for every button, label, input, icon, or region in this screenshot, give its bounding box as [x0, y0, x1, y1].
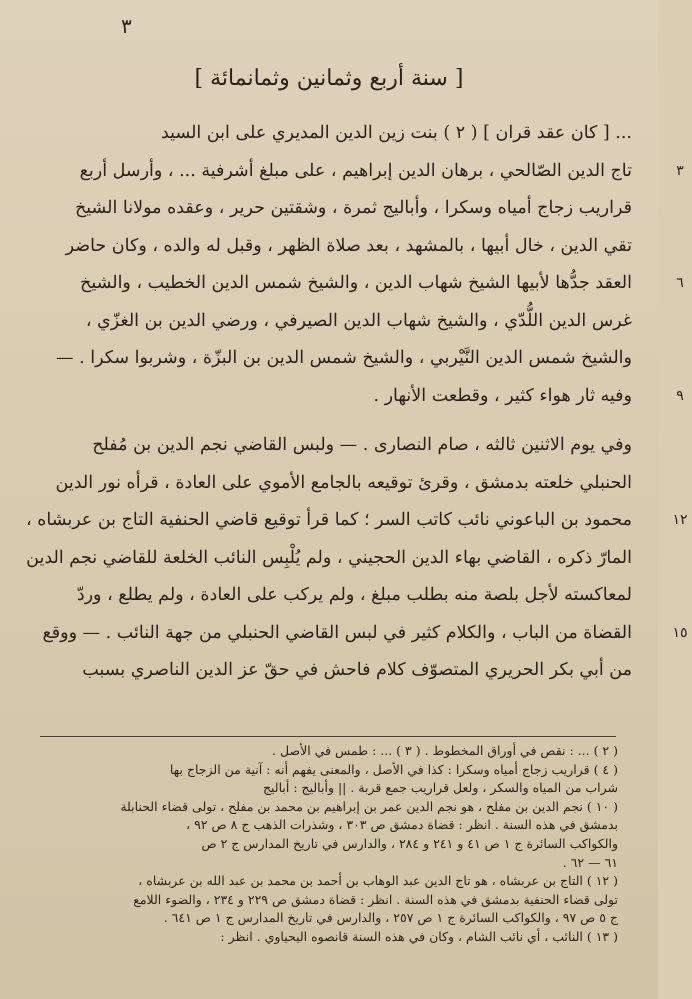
- text-line: [40, 378, 684, 416]
- text-line: [40, 228, 632, 266]
- text-line: [40, 465, 632, 503]
- text-line: [40, 427, 632, 465]
- text-line: [40, 652, 632, 690]
- text-line: [40, 265, 684, 303]
- text-line-content: من أبي بكر الحريري المتصوّف كلام فاحش في حقّ عز الدين الناصري بسبب: [82, 660, 632, 680]
- footnote-line: ( ١٣ ) النائب ، أي نائب الشام ، وكان في هذه السنة قانصوه اليحياوي . انظر :: [220, 928, 618, 944]
- footnote-divider: [40, 736, 616, 737]
- text-line-content: القضاة من الباب ، والكلام كثير في لبس القاضي الحنبلي من جهة النائب . — ووقع: [42, 622, 632, 643]
- footnote-line: والكواكب السائرة ج ١ ص ٤١ و ٢٤١ و ٢٨٤ ، والدارس في تاريخ المدارس ج ٢ ص: [201, 835, 618, 851]
- footnote-line: ٦١ — ٦٢ .: [562, 854, 618, 870]
- text-line-content: والشيخ شمس الدين النَّيْربي ، والشيخ شمس الدين بن البزّة ، وشربوا سكرا . —: [56, 348, 632, 368]
- footnote-line: ج ٥ ص ٩٧ ، والكواكب السائرة ج ١ ص ٢٥٧ ، والدارس في تاريخ المدارس ج ١ ص ٦٤١ .: [163, 910, 618, 926]
- text-line: [40, 340, 632, 378]
- text-line: [40, 153, 684, 191]
- footnote-line: تولى قضاء الحنفية بدمشق في هذه السنة . انظر : قضاة دمشق ص ٢٢٩ و ٢٣٤ ، والضوء اللامع: [133, 891, 618, 907]
- line-number: ٦: [676, 275, 684, 291]
- text-line-content: تاج الدين الصّالحي ، برهان الدين إبراهيم ، على مبلغ أشرفية ... ، وأرسل أربع: [79, 160, 632, 181]
- footnote-line: ( ١٠ ) نجم الدين بن مفلح ، هو نجم الدين عمر بن إبراهيم بن محمد بن مفلح ، تولى قضاء الحنابلة: [120, 798, 618, 814]
- footnote-line: ( ١٢ ) التاج بن عربشاه ، هو تاج الدين عبد الوهاب بن أحمد بن محمد بن عبد الله بن عربشاه ،: [138, 873, 618, 889]
- main-text-block: [26, 115, 688, 690]
- footnote-line: ( ٢ ) ... : نقص في أوراق المخطوط . ( ٣ ) ... : طمس في الأصل .: [272, 743, 618, 758]
- line-number: ١٢: [672, 512, 688, 528]
- text-line-content: ... [ كان عقد قران ] ( ٢ ) بنت زين الدين المديري على ابن السيد: [161, 123, 632, 143]
- text-line-content: العقد جدُّها لأبيها الشيخ شهاب الدين ، والشيخ شمس الدين الخطيب ، والشيخ: [80, 273, 632, 293]
- text-line-content: لمعاكسته لأجل بلصة منه بطلب مبلغ ، ولم يركب على العادة ، ولم يطلع ، وردّ: [76, 585, 632, 605]
- text-line-content: المارّ ذكره ، القاضي بهاء الدين الحجيني ، ولم يُلْبِس النائب الخلعة للقاضي نجم الدين: [26, 547, 632, 568]
- section-heading: [ سنة أربع وثمانين وثمانمائة ]: [194, 66, 464, 91]
- text-line-content: تقي الدين ، خال أبيها ، بالمشهد ، بعد صلاة الظهر ، وقبل له والده ، وكان حاضر: [65, 235, 632, 256]
- text-line: [26, 502, 688, 540]
- line-number: ٩: [676, 387, 684, 404]
- text-line: [40, 115, 632, 153]
- text-line: [40, 303, 632, 341]
- text-line-content: الحنبلي خلعته بدمشق ، وقرئ توقيعه بالجامع الأموي على العادة ، قرأه نور الدين: [55, 472, 632, 493]
- text-line: [40, 190, 632, 228]
- text-line: [40, 577, 632, 615]
- text-line-content: قراريب زجاج أمياه وسكرا ، وأباليج ثمرة ، وشقتين حرير ، وعقده مولانا الشيخ: [74, 198, 632, 218]
- text-line: [40, 615, 688, 653]
- text-line-content: غرس الدين اللُّدّي ، والشيخ شهاب الدين الصيرفي ، ورضي الدين بن الغزّي ،: [85, 310, 632, 331]
- footnote-line: ( ٤ ) قراريب زجاج أمياه وسكرا : كذا في الأصل ، والمعنى يفهم أنه : آنية من الزجاج بها: [169, 761, 618, 777]
- text-line-content: وفي يوم الاثنين ثالثه ، صام النصارى . — ولبس القاضي نجم الدين بن مُفلح: [92, 435, 632, 455]
- page-number: ٣: [121, 14, 132, 38]
- line-number: ١٥: [672, 624, 688, 641]
- text-line: [26, 540, 632, 578]
- footnote-line: شراب من المياه والسكر ، ولعل قراريب جمع قربة . || وأباليج : أباليج: [262, 780, 618, 796]
- footnotes-block: [40, 742, 618, 947]
- text-line-content: وفيه ثار هواء كثير ، وقطعت الأنهار .: [373, 385, 632, 406]
- text-line-content: محمود بن الباعوني نائب كاتب السر ؛ كما قرأ توقيع قاضي الحنفية التاج بن عربشاه ،: [26, 510, 632, 530]
- footnote-line: بدمشق في هذه السنة . انظر : قضاة دمشق ص ٣٠٣ ، وشذرات الذهب ج ٨ ص ٩٢ ،: [186, 817, 618, 833]
- line-number: ٣: [676, 162, 684, 179]
